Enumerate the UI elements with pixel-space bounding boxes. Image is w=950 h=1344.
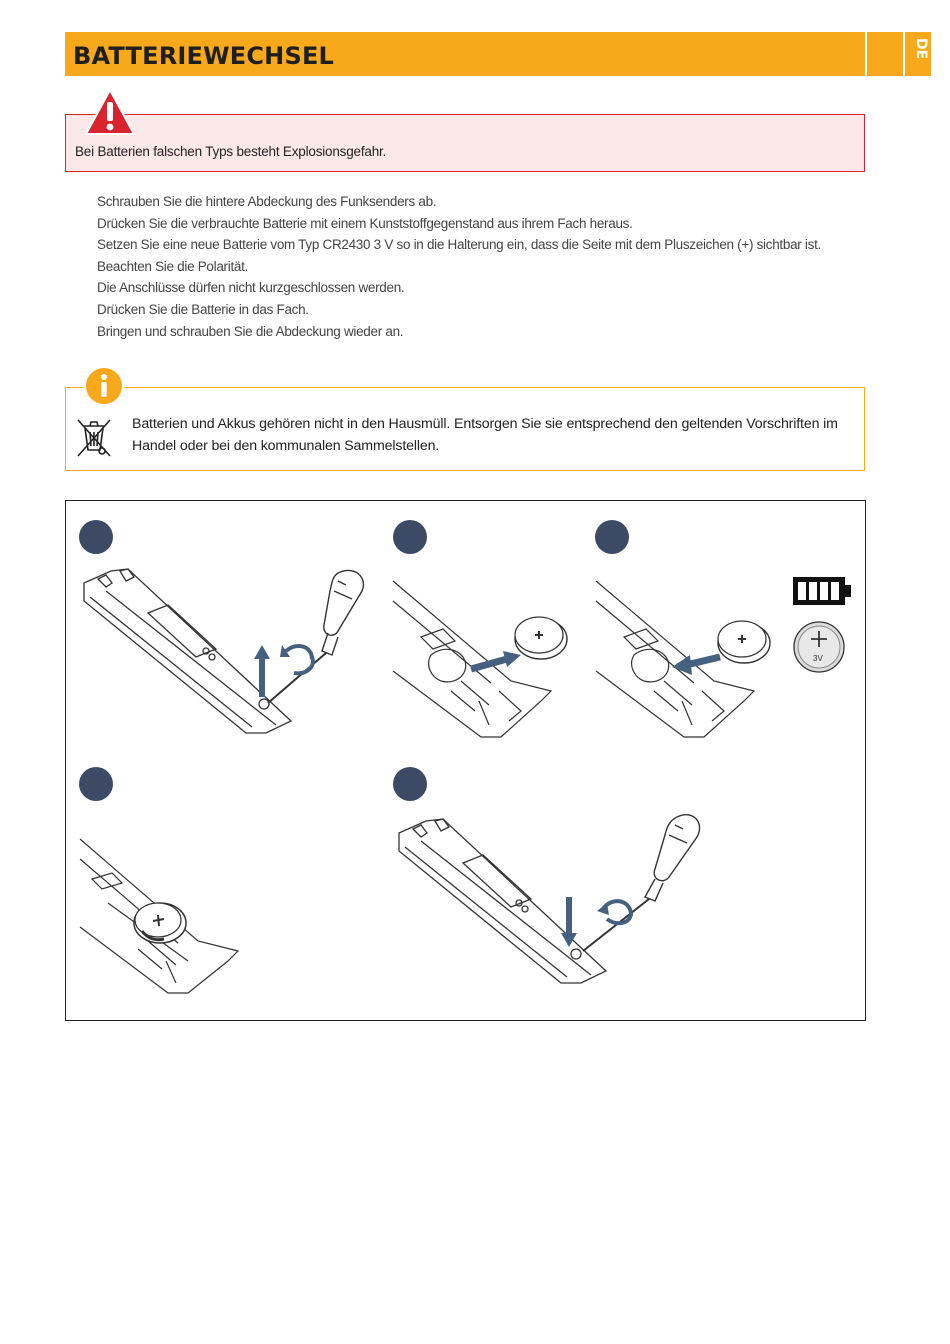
coin-battery-icon xyxy=(718,621,770,663)
step-5-illustration xyxy=(391,801,711,1001)
page-title: BATTERIEWECHSEL xyxy=(73,42,335,70)
instruction-step-6: Drücken Sie die Batterie in das Fach. xyxy=(97,301,309,317)
step-marker-1 xyxy=(79,520,113,554)
battery-full-icon xyxy=(791,575,855,609)
coin-cell-voltage-label: 3V xyxy=(813,654,823,663)
instruction-step-3: Setzen Sie eine neue Batterie vom Typ CR2430 3 V so in die Halterung ein, dass die Seite mit dem Pluszeichen (+) sichtbar ist. xyxy=(97,237,821,253)
header-spacer xyxy=(867,32,903,76)
language-tab xyxy=(905,32,931,76)
coin-cell-3v-icon xyxy=(791,617,847,677)
instruction-list xyxy=(97,191,877,342)
screwdriver-icon xyxy=(268,570,363,703)
step-marker-4 xyxy=(79,767,113,801)
screwdriver-icon xyxy=(583,815,700,951)
instruction-step-2: Drücken Sie die verbrauchte Batterie mit einem Kunststoffgegenstand aus ihrem Fach heraus. xyxy=(97,215,633,231)
instruction-step-1: Schrauben Sie die hintere Abdeckung des Funksenders ab. xyxy=(97,194,437,209)
instruction-step-5: Die Anschlüsse dürfen nicht kurzgeschlossen werden. xyxy=(97,280,405,296)
step-3-illustration xyxy=(594,561,774,741)
disposal-info-text: Batterien und Akkus gehören nicht in den Hausmüll. Entsorgen Sie sie entsprechend den geltenden Vorschriften im Handel oder bei den kommunalen Sammelstellen. xyxy=(132,416,838,454)
instruction-step-7: Bringen und schrauben Sie die Abdeckung wieder an. xyxy=(97,323,404,339)
step-4-illustration xyxy=(78,831,258,1001)
info-icon xyxy=(84,366,124,406)
step-marker-5 xyxy=(393,767,427,801)
step-2-illustration xyxy=(391,561,571,741)
crossed-out-bin-icon xyxy=(74,416,114,458)
warning-box xyxy=(65,114,865,172)
section-header xyxy=(65,32,865,76)
disposal-info-box xyxy=(65,387,865,471)
coin-battery-icon xyxy=(515,617,567,659)
step-marker-2 xyxy=(393,520,427,554)
warning-triangle-icon xyxy=(84,88,136,136)
language-label: DE xyxy=(913,38,929,60)
illustration-panel xyxy=(65,500,866,1021)
step-marker-3 xyxy=(595,520,629,554)
instruction-step-4: Beachten Sie die Polarität. xyxy=(97,258,248,274)
warning-text: Bei Batterien falschen Typs besteht Explosionsgefahr. xyxy=(75,144,387,159)
step-1-illustration xyxy=(76,561,376,741)
